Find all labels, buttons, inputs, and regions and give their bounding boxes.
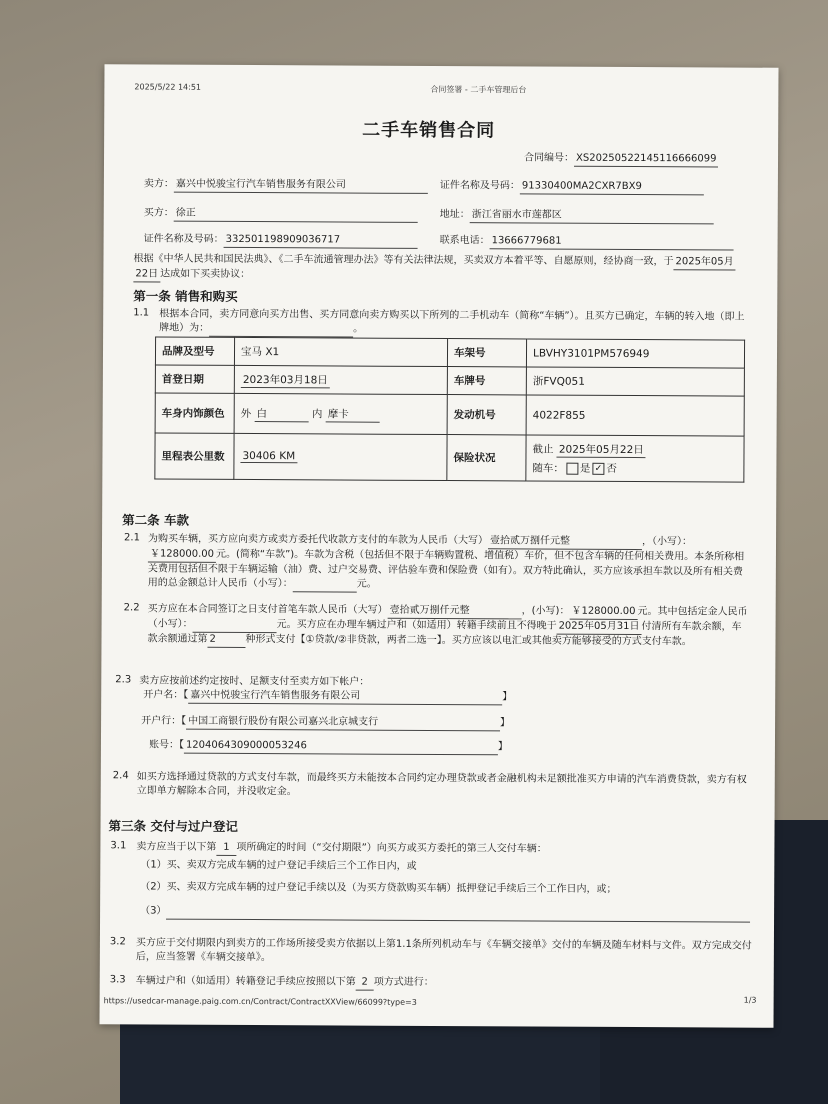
clause-2-1-text-b: ，（小写）： [641, 536, 693, 548]
clause-number: 3.3 [109, 974, 126, 986]
delivery-option: 1 [216, 841, 236, 856]
clause-2-1-end: 元。 [356, 578, 377, 590]
mileage-cell [234, 433, 447, 480]
payment-way: 2 [207, 633, 245, 648]
clause-2-1-text: 为购买车辆，买方应向卖方或卖方委托代收款方支付的车款为人民币（大写） [148, 533, 489, 547]
seller-value: 嘉兴中悦骏宝行汽车销售服务有限公司 [174, 178, 428, 194]
preamble-date-day: 22日 [133, 267, 160, 282]
clause-number: 2.3 [115, 674, 132, 686]
clause-2-2-text-d: 元。买方应在办理车辆过户和（如适用）转籍手续前且不得晚于 [276, 619, 557, 632]
preamble-date: 2025年05月 [673, 255, 735, 270]
insurance-label: 保险状况 [447, 435, 526, 481]
account-no-value: 1204064309000053246 [184, 739, 498, 756]
vin-label: 车架号 [447, 339, 526, 367]
transfer-option: 2 [356, 976, 374, 991]
bracket-close: 】 [497, 741, 508, 753]
phone-label: 联系电话： [439, 234, 490, 247]
site-title: 合同签署 - 二手车管理后台 [430, 84, 527, 95]
color-label: 车身内饰颜色 [155, 393, 234, 433]
bracket-open: 【 [183, 689, 189, 701]
plate-value: 浙FVQ051 [526, 367, 744, 396]
account-name-value: 嘉兴中悦骏宝行汽车销售服务有限公司 [188, 689, 502, 706]
engine-label: 发动机号 [447, 395, 526, 435]
bracket-open: 【 [181, 715, 187, 727]
address-label: 地址： [439, 208, 470, 221]
clause-3-1-text-b: 项所确定的时间（“交付期限”）向买方或买方委托的第三人交付车辆： [236, 841, 547, 855]
buyer-label: 买方： [143, 207, 174, 219]
buyer-value: 徐正 [174, 207, 418, 223]
bank-row [141, 714, 510, 731]
clause-number: 2.2 [123, 602, 140, 614]
seller-id-row [440, 179, 704, 195]
reg-date-label: 首登日期 [155, 365, 234, 393]
int-prefix: 内 [311, 407, 323, 420]
contract-no-label: 合同编号： [524, 152, 575, 164]
engine-value: 4022F855 [526, 395, 744, 436]
page-url[interactable]: https://usedcar-manage.paig.com.cn/Contract/ContractXXView/66099?type=3 [103, 996, 417, 1007]
no-checkbox[interactable]: ✓ [592, 462, 604, 474]
clause-2-2 [147, 602, 747, 650]
clause-2-2-text-b: ，(小写)： [521, 605, 570, 617]
ext-prefix: 外 [240, 407, 252, 420]
account-no-label: 账号： [148, 739, 179, 751]
contract-no [524, 151, 719, 167]
clause-1-1 [159, 308, 747, 340]
clause-number: 2.4 [112, 770, 129, 782]
article-2-heading: 第二条 车款 [122, 512, 190, 528]
clause-2-1-text-c: 元。(简称“车款”)。车款为含税（包括但不限于车辆购置税、增值税）车价，但不包含车辆的任何相关费用。本条所称相关费用包括但不限于车辆运输（油）费、过户交易费、评估验车费和保险费（如有）。双方特此确认，买方应该承担车款以及所有相关费用的总金额总计人民币（小写）： [147, 548, 745, 590]
reg-date-cell [234, 365, 447, 394]
bracket-close: 】 [502, 691, 513, 703]
clause-2-4-text: 如买方选择通过贷款的方式支付车款，而最终买方未能按本合同约定办理贷款或者金融机构未足额批准买方申请的汽车消费贷款，卖方有权立即单方解除本合同，并没收定金。 [136, 771, 747, 798]
clause-2-2-text-e: 付清所有车款余额，车款余额通过第 [147, 621, 742, 645]
seller-id-label: 证件名称及号码： [439, 179, 520, 192]
int-color: 摩卡 [326, 406, 380, 422]
bracket-open: 【 [178, 739, 184, 751]
contract-page [99, 64, 778, 1028]
clause-1-1-end: 。 [353, 323, 364, 335]
clause-2-3-text: 卖方应按前述约定按时、足额支付至卖方如下帐户： [139, 675, 370, 688]
buyer-id-value: 332501198909036717 [224, 233, 418, 249]
article-3-heading: 第三条 交付与过户登记 [108, 818, 238, 834]
clause-3-1-item-1: （1）买、卖双方完成车辆的过户登记手续后三个工作日内，或 [140, 859, 417, 872]
balance-deadline: 2025年05月31日 [557, 620, 642, 635]
phone-value: 13666779681 [490, 234, 734, 250]
brand-value: 宝马 X1 [234, 337, 447, 366]
insurance-prefix: 截止 [532, 442, 554, 456]
clause-2-1 [148, 532, 748, 594]
mileage-label: 里程表公里数 [155, 433, 234, 479]
address-value: 浙江省丽水市莲都区 [470, 208, 714, 224]
clause-3-3-text: 车辆过户和（如适用）转籍登记手续应按照以下第 [135, 975, 356, 988]
document-title: 二手车销售合同 [362, 119, 496, 142]
account-no-row [149, 738, 508, 755]
clause-number: 3.1 [110, 840, 127, 852]
preamble-text: 根据《中华人民共和国民法典》、《二手车流通管理办法》等有关法律法规，买卖双方本着平等、自愿原则，经协商一致，于 [133, 253, 674, 268]
buyer-id-label: 证件名称及号码： [143, 233, 224, 245]
phone-row [440, 234, 734, 251]
plate-label: 车牌号 [447, 367, 526, 395]
seller-label: 卖方： [143, 178, 174, 190]
bracket-close: 】 [500, 717, 511, 729]
preamble-text-end: 达成如下买卖协议： [160, 268, 251, 281]
yes-checkbox[interactable] [566, 462, 578, 474]
clause-number: 3.2 [109, 936, 126, 948]
reg-date-value: 2023年03月18日 [241, 371, 330, 387]
insurance-date: 2025年05月22日 [557, 441, 646, 457]
preamble [133, 252, 745, 285]
vehicle-table [154, 337, 745, 483]
clause-2-2-text: 买方应在本合同签订之日支付首笔车款人民币（大写） [147, 603, 388, 616]
clause-3-1-text: 卖方应当于以下第 [136, 841, 217, 853]
yes-label: 是 [579, 462, 591, 475]
ext-color: 白 [254, 406, 308, 422]
seller-id-value: 91330400MA2CXR7BX9 [520, 179, 704, 195]
clause-3-3 [136, 974, 434, 991]
buyer-row [144, 206, 418, 222]
page-number: 1/3 [743, 995, 757, 1005]
price-lower: ￥128000.00 [148, 547, 216, 562]
vin-value: LBVHY3101PM576949 [526, 339, 744, 368]
address-row [440, 208, 714, 224]
article-1-heading: 第一条 销售和购买 [133, 288, 238, 304]
clause-3-3-text-b: 项方式进行： [373, 976, 434, 988]
first-payment-lower: ￥128000.00 [569, 605, 637, 620]
bank-label: 开户行： [141, 715, 182, 727]
insurance-cell [526, 435, 744, 482]
account-name-label: 开户名： [143, 689, 184, 701]
clause-3-1-item-3 [140, 904, 750, 922]
clause-3-1-item-2: （2）买、卖双方完成车辆的过户登记手续以及（为买方贷款购买车辆）抵押登记手续后三个工作日内，或； [140, 881, 617, 895]
clause-1-1-text: 根据本合同，卖方同意向买方出售、买方同意向卖方购买以下所列的二手机动车（简称“车辆”）。且买方已确定，车辆的转入地（即上牌地）为： [159, 308, 745, 334]
no-label: 否 [606, 462, 617, 475]
bank-value: 中国工商银行股份有限公司嘉兴北京城支行 [186, 715, 500, 732]
clause-2-2-text-f: 种形式支付【①贷款/②非贷款，两者二选一】。买方应该以电汇或其他卖方能够接受的方式支付车款。 [245, 633, 692, 648]
clause-2-2-text-c: 元。其中包括定金人民币（小写）： [147, 606, 748, 630]
price-upper: 壹拾贰万捌仟元整 [488, 534, 642, 550]
color-cell [234, 393, 447, 434]
buyer-id-row [144, 232, 418, 248]
clause-number: 1.1 [133, 307, 150, 319]
account-name-row [143, 688, 512, 705]
clause-3-2-text: 买方应于交付期限内到卖方的工作场所接受卖方依据以上第1.1条所列机动车与《车辆交接单》交付的车辆及随车材料与文件。双方完成交付后，应当签署《车辆交接单》。 [135, 937, 752, 964]
brand-label: 品牌及型号 [155, 337, 234, 365]
item-3-label: （3） [140, 905, 167, 917]
seller-row [144, 177, 428, 193]
clause-3-1 [136, 840, 546, 857]
mileage-value: 30406 KM [240, 450, 297, 463]
first-payment-upper: 壹拾贰万捌仟元整 [388, 604, 522, 620]
insurance-follow-label: 随车： [532, 461, 564, 475]
clause-number: 2.1 [124, 532, 140, 544]
contract-no-value: XS20250522145116666099 [574, 152, 719, 168]
print-datetime: 2025/5/22 14:51 [134, 82, 202, 92]
